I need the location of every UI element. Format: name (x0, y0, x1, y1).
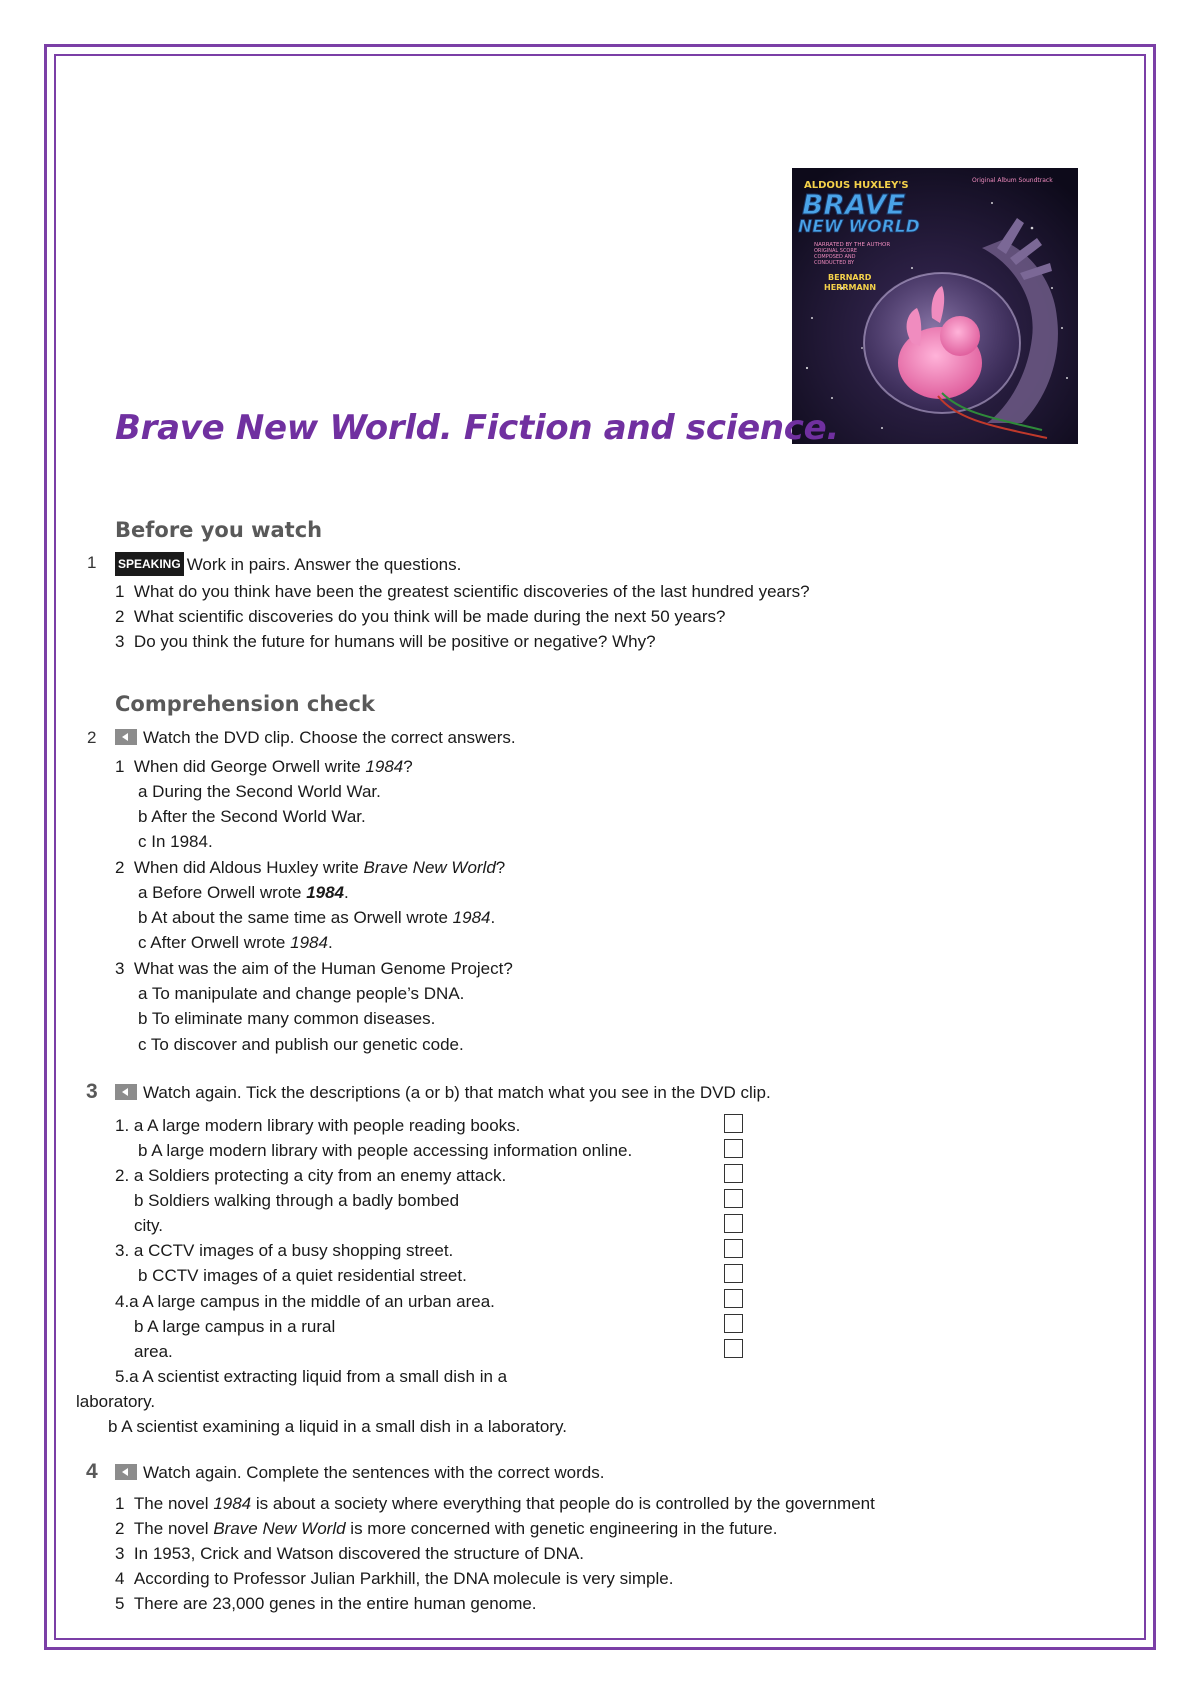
question-item (115, 857, 505, 879)
tick-item: area. (134, 1342, 173, 1361)
answer-option (138, 932, 333, 954)
answer-text: a Before Orwell wrote (138, 883, 307, 902)
question-text: What scientific discoveries do you think will be made during the next 50 years? (133, 607, 726, 626)
cover-author: ALDOUS HUXLEY'S (804, 180, 909, 191)
question-text: ? (403, 757, 413, 776)
tick-item: 4.a A large campus in the middle of an urban area. (115, 1292, 495, 1311)
sentence-item (115, 1543, 584, 1565)
tick-item: city. (134, 1216, 163, 1235)
answer-text: c After Orwell wrote (138, 933, 291, 952)
cover-composer-first: BERNARD (828, 273, 872, 282)
exercise-instruction (115, 1082, 771, 1104)
exercise-instruction (115, 727, 516, 749)
answer-title-italic: 1984 (290, 933, 328, 952)
exercise-number: 1 (87, 553, 97, 572)
cover-narrated: NARRATED BY THE AUTHOR (814, 242, 891, 248)
sentence-number: 3 (115, 1544, 125, 1563)
tick-item: 1. a A large modern library with people reading books. (115, 1116, 521, 1135)
question-text: ? (495, 858, 506, 877)
album-cover-art (792, 168, 1078, 444)
instruction-text: Work in pairs. Answer the questions. (186, 555, 462, 574)
sentence-text: There are 23,000 genes in the entire human genome. (133, 1594, 537, 1613)
question-text: Do you think the future for humans will be positive or negative? Why? (133, 632, 656, 651)
question-number: 1 (115, 582, 125, 601)
instruction-text: Watch again. Tick the descriptions (a or b) that match what you see in the DVD clip. (143, 1083, 771, 1102)
sentence-text: The novel (133, 1494, 214, 1513)
tick-item: 2. a Soldiers protecting a city from an enemy attack. (115, 1166, 507, 1185)
dvd-icon (115, 1464, 137, 1480)
sentence-title-italic: Brave New World (213, 1519, 346, 1538)
sentence-text: According to Professor Julian Parkhill, the DNA molecule is very simple. (133, 1569, 674, 1588)
tick-item: laboratory. (76, 1392, 156, 1411)
tick-item: b Soldiers walking through a badly bombed (134, 1191, 460, 1210)
tick-item: b A large campus in a rural (134, 1317, 336, 1336)
answer-text: . (344, 883, 349, 902)
answer-option: c In 1984. (138, 832, 213, 851)
tick-checkbox[interactable] (724, 1289, 743, 1308)
question-title-italic: 1984 (365, 757, 404, 776)
sentence-number: 4 (115, 1569, 125, 1588)
sentence-text: In 1953, Crick and Watson discovered the structure of DNA. (133, 1544, 584, 1563)
tick-item: b A large modern library with people accessing information online. (138, 1141, 633, 1160)
sentence-text: is about a society where everything that people do is controlled by the government (251, 1494, 875, 1513)
cover-music-credit: ORIGINAL SCORE COMPOSED AND CONDUCTED BY (814, 248, 858, 266)
tick-item: 5.a A scientist extracting liquid from a small dish in a (115, 1367, 508, 1386)
question-text: When did George Orwell write (133, 757, 366, 776)
question-number: 2 (115, 858, 125, 877)
question-item (115, 631, 656, 653)
exercise-instruction (115, 552, 461, 576)
sentence-item (115, 1518, 777, 1540)
sentence-number: 2 (115, 1519, 125, 1538)
section-heading-before-you-watch: Before you watch (115, 518, 323, 542)
tick-item: b A scientist examining a liquid in a small dish in a laboratory. (108, 1417, 567, 1436)
answer-title-italic: 1984 (452, 908, 491, 927)
answer-option: c To discover and publish our genetic code. (138, 1035, 464, 1054)
answer-text: . (490, 908, 496, 927)
tick-checkbox[interactable] (724, 1139, 743, 1158)
exercise-number: 4 (86, 1460, 98, 1483)
exercise-number: 3 (86, 1080, 98, 1103)
tick-checkbox[interactable] (724, 1189, 743, 1208)
cover-corner-text: Original Album Soundtrack (972, 177, 1053, 184)
question-text: When did Aldous Huxley write (133, 858, 364, 877)
tick-checkbox[interactable] (724, 1264, 743, 1283)
sentence-number: 1 (115, 1494, 125, 1513)
answer-option: a To manipulate and change people’s DNA. (138, 984, 465, 1003)
tick-checkbox[interactable] (724, 1314, 743, 1333)
speaking-tag: SPEAKING (115, 552, 184, 576)
question-item (115, 606, 725, 628)
question-number: 2 (115, 607, 125, 626)
sentence-title-italic: 1984 (213, 1494, 252, 1513)
question-item (115, 581, 810, 603)
tick-checkbox[interactable] (724, 1214, 743, 1233)
tick-item: 3. a CCTV images of a busy shopping street. (115, 1241, 454, 1260)
question-text: What do you think have been the greatest scientific discoveries of the last hundred years? (133, 582, 810, 601)
sentence-text: is more concerned with genetic engineering in the future. (345, 1519, 778, 1538)
question-item (115, 958, 513, 980)
answer-option (138, 907, 495, 929)
cover-composer-last: HERRMANN (824, 283, 877, 292)
question-title-italic: Brave New World (363, 858, 496, 877)
question-number: 3 (115, 632, 125, 651)
cover-title-line2: NEW WORLD (798, 217, 920, 237)
question-text: What was the aim of the Human Genome Project? (133, 959, 513, 978)
tick-checkbox[interactable] (724, 1114, 743, 1133)
answer-option (138, 882, 349, 904)
sentence-item (115, 1493, 875, 1515)
tick-item: b CCTV images of a quiet residential street. (138, 1266, 467, 1285)
answer-option: a During the Second World War. (138, 782, 381, 801)
tick-checkbox[interactable] (724, 1164, 743, 1183)
question-item (115, 756, 413, 778)
page-title: Brave New World. Fiction and science. (115, 408, 839, 448)
tick-checkbox[interactable] (724, 1239, 743, 1258)
sentence-item (115, 1568, 673, 1590)
instruction-text: Watch the DVD clip. Choose the correct answers. (143, 728, 516, 747)
answer-text: b At about the same time as Orwell wrote (138, 908, 453, 927)
question-number: 3 (115, 959, 125, 978)
exercise-instruction (115, 1462, 604, 1484)
sentence-item (115, 1593, 537, 1615)
exercise-number: 2 (87, 728, 97, 747)
answer-text: . (327, 933, 333, 952)
tick-checkbox[interactable] (724, 1339, 743, 1358)
sentence-text: The novel (133, 1519, 214, 1538)
answer-option: b To eliminate many common diseases. (138, 1009, 436, 1028)
answer-title-italic: 1984 (306, 883, 345, 902)
section-heading-comprehension-check: Comprehension check (115, 692, 375, 716)
instruction-text: Watch again. Complete the sentences with the correct words. (143, 1463, 605, 1482)
sentence-number: 5 (115, 1594, 125, 1613)
answer-option: b After the Second World War. (138, 807, 366, 826)
album-cover-image (792, 168, 1078, 444)
cover-title-line1: BRAVE (802, 188, 906, 221)
dvd-icon (115, 1084, 137, 1100)
dvd-icon (115, 729, 137, 745)
question-number: 1 (115, 757, 125, 776)
